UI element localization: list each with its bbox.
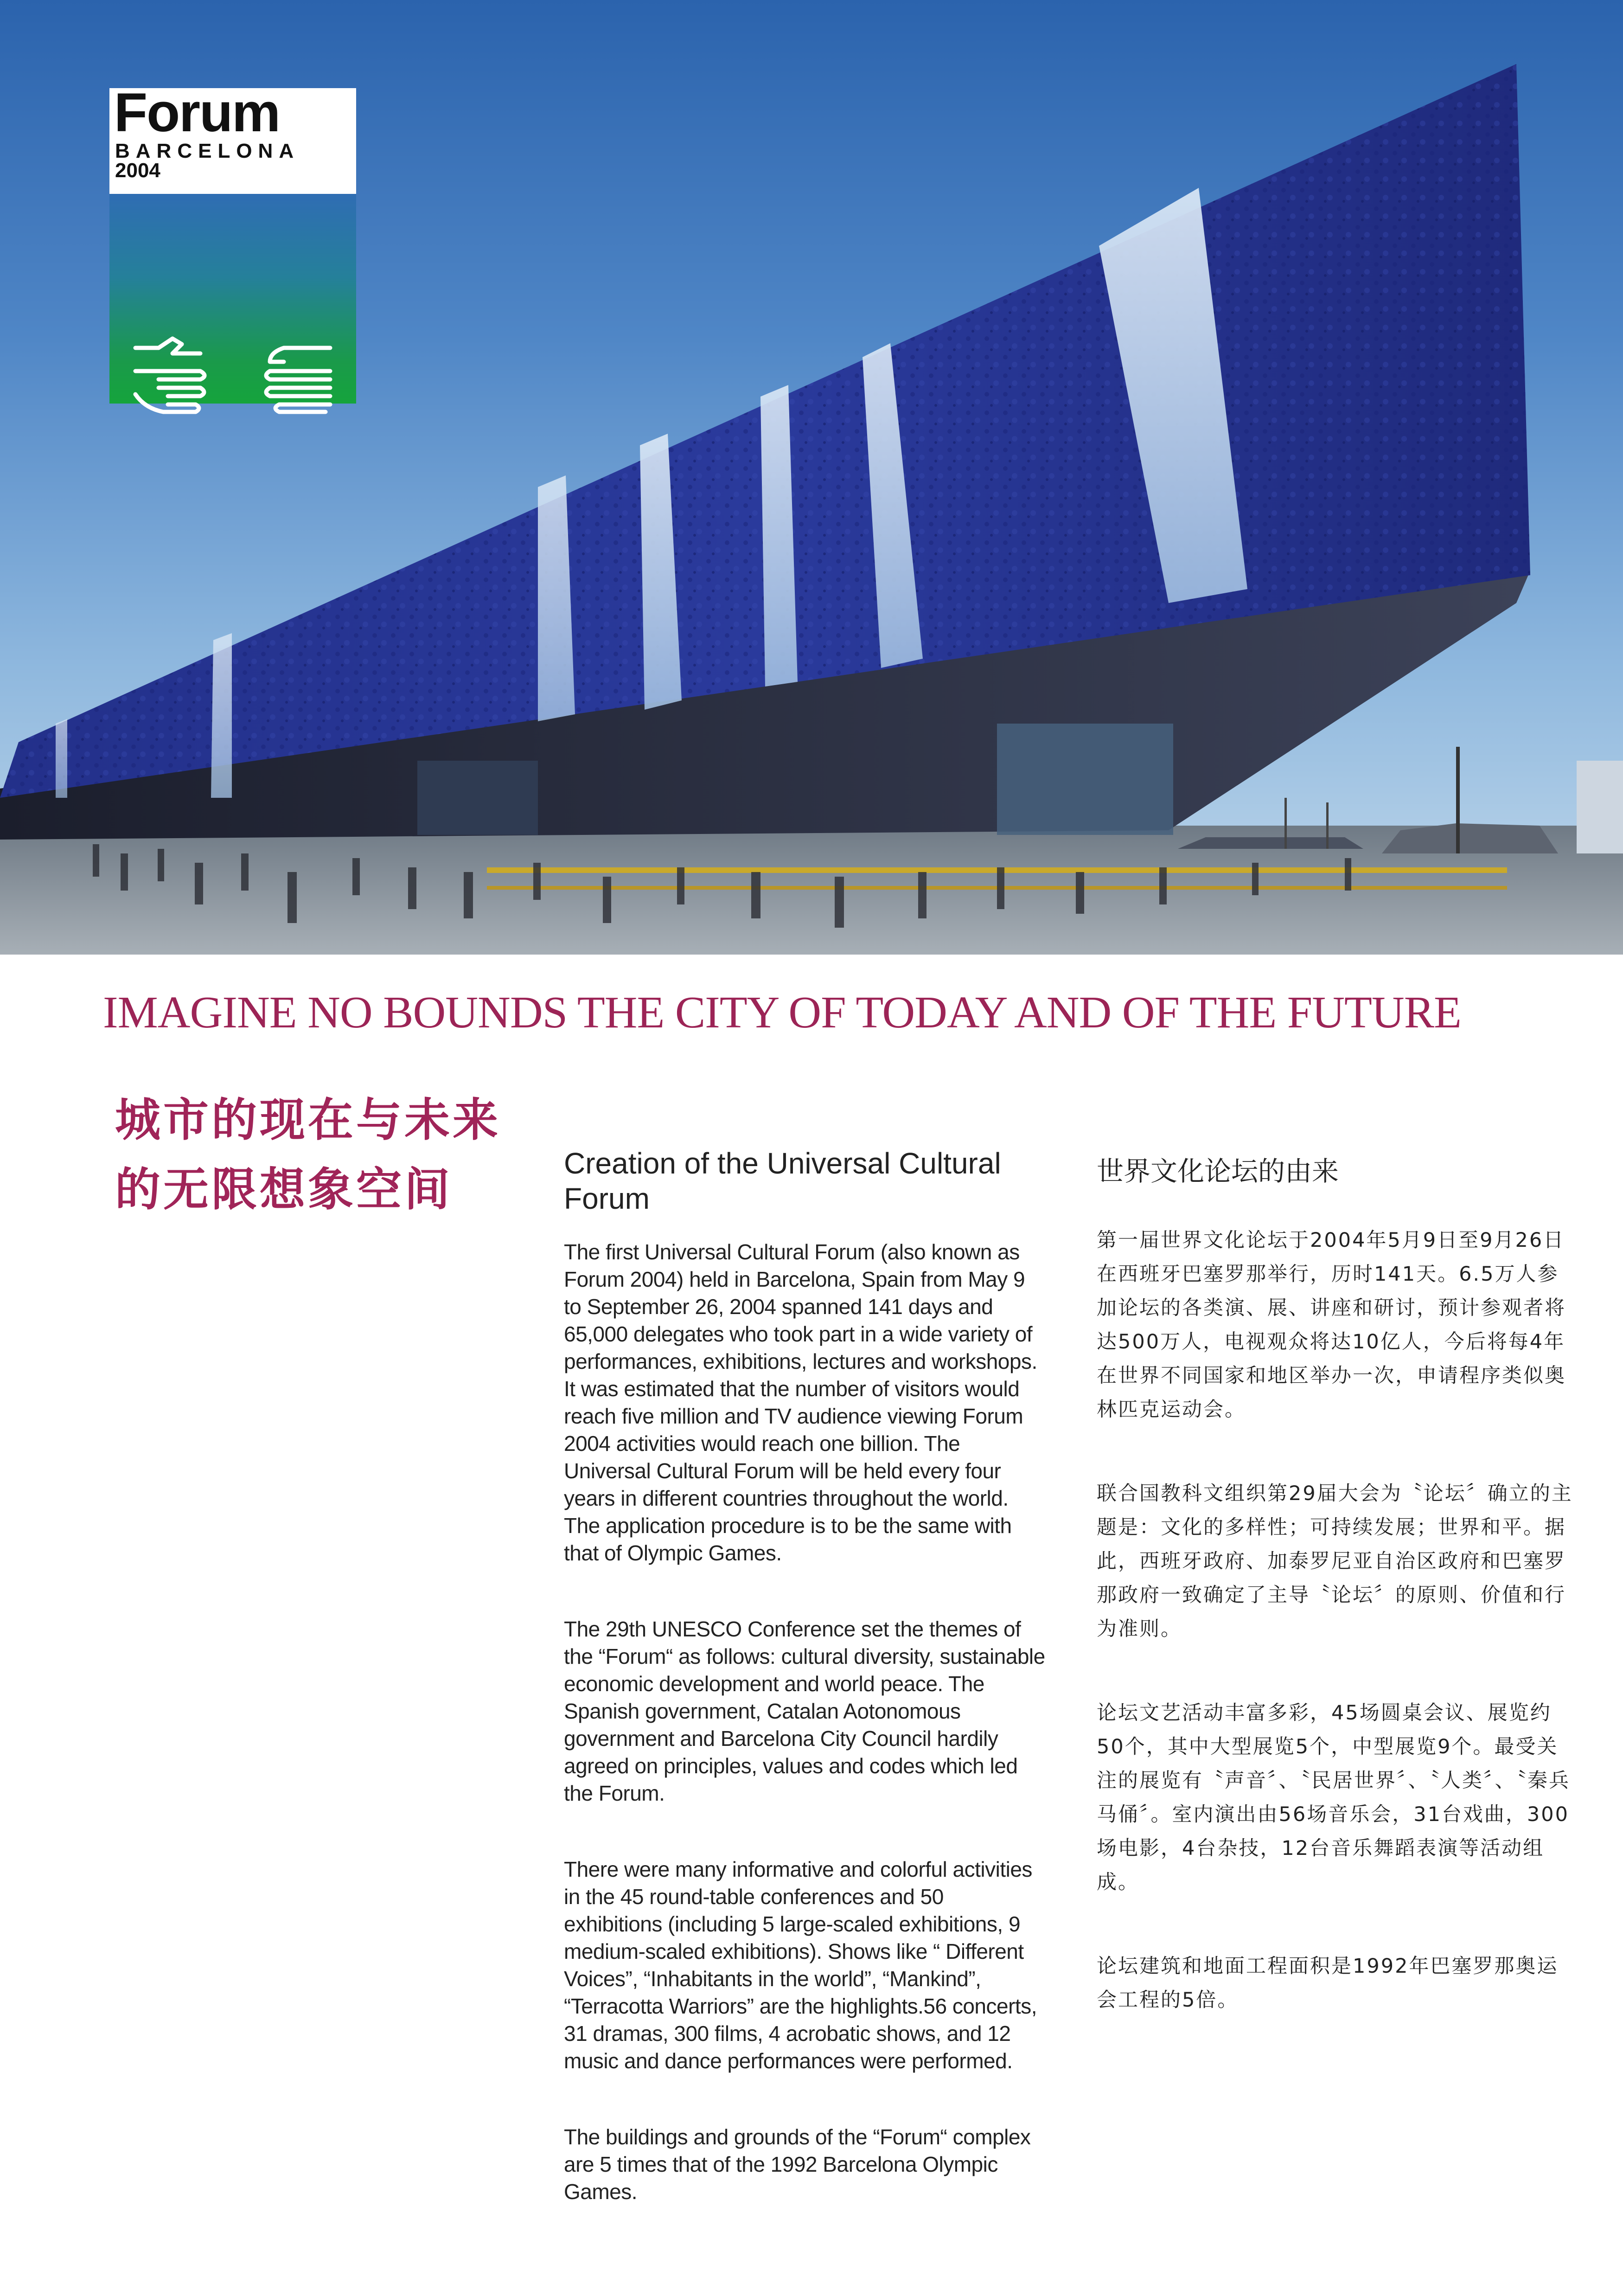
- page-title-chinese: [115, 1085, 569, 1225]
- hands-icon: [131, 329, 335, 441]
- page-title-english: IMAGINE NO BOUNDS THE CITY OF TODAY AND OF THE FUTURE: [103, 988, 1461, 1038]
- english-paragraph-1: The first Universal Cultural Forum (also known as Forum 2004) held in Barcelona, Spain from May 9 to September 26, 2004 spanned 141 days and 65,000 delegates who took part in a wide variety of performances, exhibitions, lectures and workshops. It was estimated that the number of visitors would reach five million and TV audience viewing Forum 2004 activities would reach one billion. The Universal Cultural Forum will be held every four years in different countries throughout the world. The application procedure is to be the same with that of Olympic Games.: [564, 1240, 1037, 1565]
- english-paragraph-3: There were many informative and colorful activities in the 45 round-table conferences and 50 exhibitions (including 5 large-scaled exhibitions, 9 medium-scaled exhibitions). Shows like “ Different Voices”, “Inhabitants in the world”, “Mankind”, “Terracotta Warriors” are the highlights.56 concerts, 31 dramas, 300 films, 4 acrobatic shows, and 12 music and dance performances were performed.: [564, 1857, 1037, 2073]
- page-title-chinese-line2: 的无限想象空间: [115, 1163, 453, 1216]
- english-column: [564, 1146, 1046, 2254]
- logo-word: Forum: [114, 82, 280, 143]
- hero-photo: [0, 0, 1623, 955]
- chinese-paragraph-4: 论坛建筑和地面工程面积是1992年巴塞罗那奥运会工程的5倍。: [1097, 1955, 1559, 2012]
- chinese-paragraph-2: 联合国教科文组织第29届大会为〝论坛〞确立的主题是：文化的多样性；可持续发展；世界和平。据此，西班牙政府、加泰罗尼亚自治区政府和巴塞罗那政府一致确定了主导〝论坛〞的原则、价值和行为准则。: [1097, 1482, 1573, 1641]
- english-paragraph-2: The 29th UNESCO Conference set the themes of the “Forum“ as follows: cultural diversity, sustainable economic development and world peace. The Spanish government, Catalan Aotonomous government and Barcelona City Council hardily agreed on principles, values and codes which led the Forum.: [564, 1617, 1045, 1805]
- logo-bottom-panel: [109, 194, 356, 404]
- logo-top-panel: [109, 82, 356, 194]
- english-column-heading: Creation of the Universal Cultural Forum: [564, 1147, 1001, 1215]
- forum-barcelona-logo: [109, 82, 356, 404]
- logo-city: BARCELONA: [115, 140, 300, 162]
- chinese-column: [1097, 1155, 1574, 2067]
- logo-year: 2004: [115, 159, 160, 182]
- chinese-paragraph-1: 第一届世界文化论坛于2004年5月9日至9月26日在西班牙巴塞罗那举行，历时141天。6.5万人参加论坛的各类演、展、讲座和研讨，预计参观者将达500万人，电视观众将达10亿人，今后将每4年在世界不同国家和地区举办一次，申请程序类似奥林匹克运动会。: [1097, 1229, 1566, 1421]
- english-paragraph-4: The buildings and grounds of the “Forum“ complex are 5 times that of the 1992 Barcelona Olympic Games.: [564, 2125, 1031, 2204]
- chinese-column-heading: 世界文化论坛的由来: [1097, 1155, 1339, 1187]
- chinese-paragraph-3: 论坛文艺活动丰富多彩，45场圆桌会议、展览约50个，其中大型展览5个，中型展览9个。最受关注的展览有〝声音〞、〝民居世界〞、〝人类〞、〝秦兵马俑〞。室内演出由56场音乐会，31台戏曲，300场电影，4台杂技，12台音乐舞蹈表演等活动组成。: [1097, 1701, 1570, 1894]
- page-title-chinese-line1: 城市的现在与未来: [115, 1094, 501, 1147]
